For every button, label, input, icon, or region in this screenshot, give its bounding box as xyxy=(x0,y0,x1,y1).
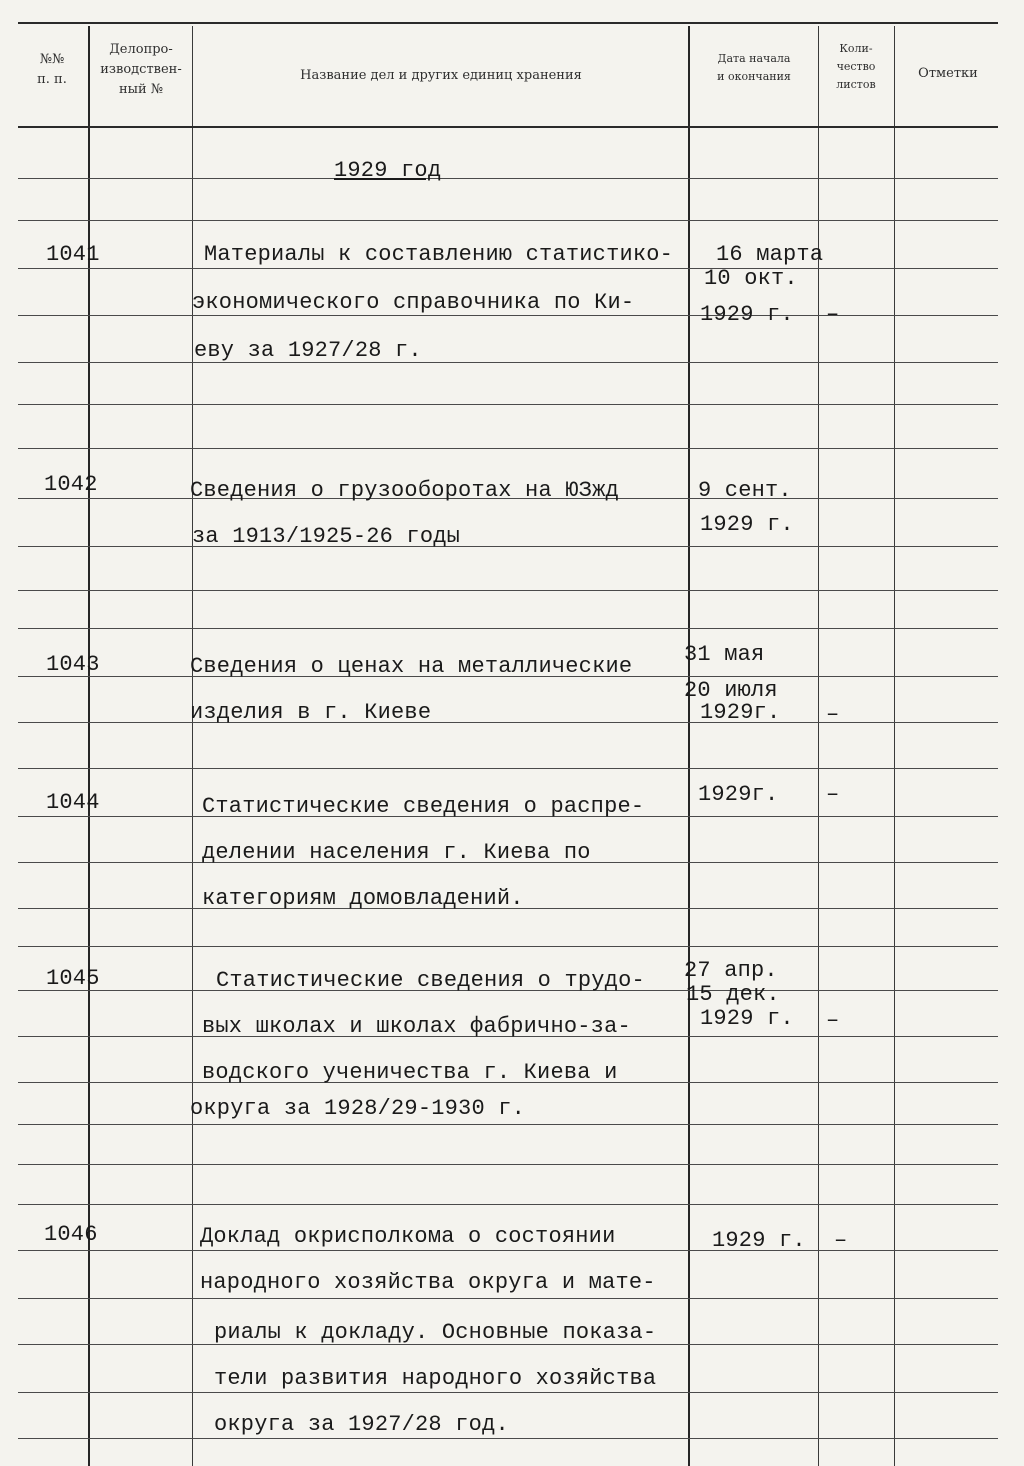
top-border xyxy=(18,22,998,24)
header-col-count xyxy=(820,40,892,94)
rule-line xyxy=(18,1124,998,1125)
record-number: 1043 xyxy=(46,652,100,677)
record-notes-mark: – xyxy=(834,1228,848,1253)
header-col-no xyxy=(20,50,84,90)
record-title-line: экономического справочника по Ки- xyxy=(192,290,635,315)
rule-line xyxy=(18,404,998,405)
rule-line xyxy=(18,1204,998,1205)
record-title-line: изделия в г. Киеве xyxy=(190,700,432,725)
record-title-line: еву за 1927/28 г. xyxy=(194,338,422,363)
record-date-line: 1929 г. xyxy=(700,302,794,327)
record-date-line: 1929 г. xyxy=(700,512,794,537)
rule-line xyxy=(18,546,998,547)
record-title-line: Статистические сведения о трудо- xyxy=(216,968,645,993)
record-notes-mark: – xyxy=(826,302,840,327)
record-title-line: Сведения о ценах на металлические xyxy=(190,654,633,679)
header-col-dates xyxy=(692,50,816,86)
header-col-office xyxy=(92,40,190,100)
record-number: 1045 xyxy=(46,966,100,991)
header-col-count-line3: листов xyxy=(836,78,876,91)
record-date-line: 1929г. xyxy=(700,700,781,725)
header-col-no-line2: п. п. xyxy=(37,72,67,87)
header-col-no-line1: №№ xyxy=(39,52,65,67)
year-heading: 1929 год xyxy=(334,158,442,183)
record-date-line: 1929 г. xyxy=(700,1006,794,1031)
record-notes-mark: – xyxy=(826,702,840,727)
record-date-line: 9 сент. xyxy=(698,478,792,503)
record-title-line: округа за 1927/28 год. xyxy=(214,1412,509,1437)
rule-line xyxy=(18,946,998,947)
rule-line xyxy=(18,1298,998,1299)
header-col-title: Название дел и других единиц хранения xyxy=(300,68,582,83)
record-title-line: Сведения о грузооборотах на ЮЗжд xyxy=(190,478,619,503)
record-title-line: делении населения г. Киева по xyxy=(202,840,591,865)
record-title-line: вых школах и школах фабрично-за- xyxy=(202,1014,631,1039)
record-number: 1044 xyxy=(46,790,100,815)
record-title-line: округа за 1928/29-1930 г. xyxy=(190,1096,526,1121)
rule-line xyxy=(18,448,998,449)
record-number: 1041 xyxy=(46,242,100,267)
header-col-count-line2: чество xyxy=(836,60,876,73)
rule-line xyxy=(18,362,998,363)
record-number: 1042 xyxy=(44,472,98,497)
header-col-count-line1: Коли- xyxy=(839,42,873,55)
record-title-line: за 1913/1925-26 годы xyxy=(192,524,461,549)
rule-line xyxy=(18,268,998,269)
record-title-line: Доклад окрисполкома о состоянии xyxy=(200,1224,616,1249)
record-title-line: категориям домовладений. xyxy=(202,886,524,911)
record-date-line: 1929г. xyxy=(698,782,779,807)
rule-line xyxy=(18,178,998,179)
header-col-dates-line2: и окончания xyxy=(717,70,791,83)
record-date-line: 1929 г. xyxy=(712,1228,806,1253)
header-col-dates-line1: Дата начала xyxy=(717,52,791,65)
rule-line xyxy=(18,1164,998,1165)
record-date-line: 20 июля xyxy=(684,678,778,703)
rule-line xyxy=(18,768,998,769)
header-bottom-border xyxy=(18,126,998,128)
record-date-line: 27 апр. xyxy=(684,958,778,983)
header-col-notes: Отметки xyxy=(918,66,978,81)
rule-line xyxy=(18,590,998,591)
rule-line xyxy=(18,220,998,221)
record-title-line: Статистические сведения о распре- xyxy=(202,794,645,819)
rule-line xyxy=(18,628,998,629)
rule-line xyxy=(18,1392,998,1393)
rule-line xyxy=(18,722,998,723)
record-title-line: риалы к докладу. Основные показа- xyxy=(214,1320,657,1345)
record-title-line: водского ученичества г. Киева и xyxy=(202,1060,618,1085)
rule-line xyxy=(18,1250,998,1251)
header-col-office-line3: ный № xyxy=(118,82,164,97)
header-col-office-line2: изводствен- xyxy=(100,62,182,77)
record-date-line: 10 окт. xyxy=(704,266,798,291)
record-notes-mark: – xyxy=(826,1008,840,1033)
header-col-office-line1: Делопро- xyxy=(109,42,173,57)
record-title-line: тели развития народного хозяйства xyxy=(214,1366,657,1391)
record-notes-mark: – xyxy=(826,782,840,807)
record-date-line: 15 дек. xyxy=(686,982,780,1007)
record-title-line: народного хозяйства округа и мате- xyxy=(200,1270,656,1295)
record-number: 1046 xyxy=(44,1222,98,1247)
record-date-line: 31 мая xyxy=(684,642,765,667)
record-date-line: 16 марта xyxy=(716,242,824,267)
record-title-line: Материалы к составлению статистико- xyxy=(204,242,674,267)
rule-line xyxy=(18,1438,998,1439)
